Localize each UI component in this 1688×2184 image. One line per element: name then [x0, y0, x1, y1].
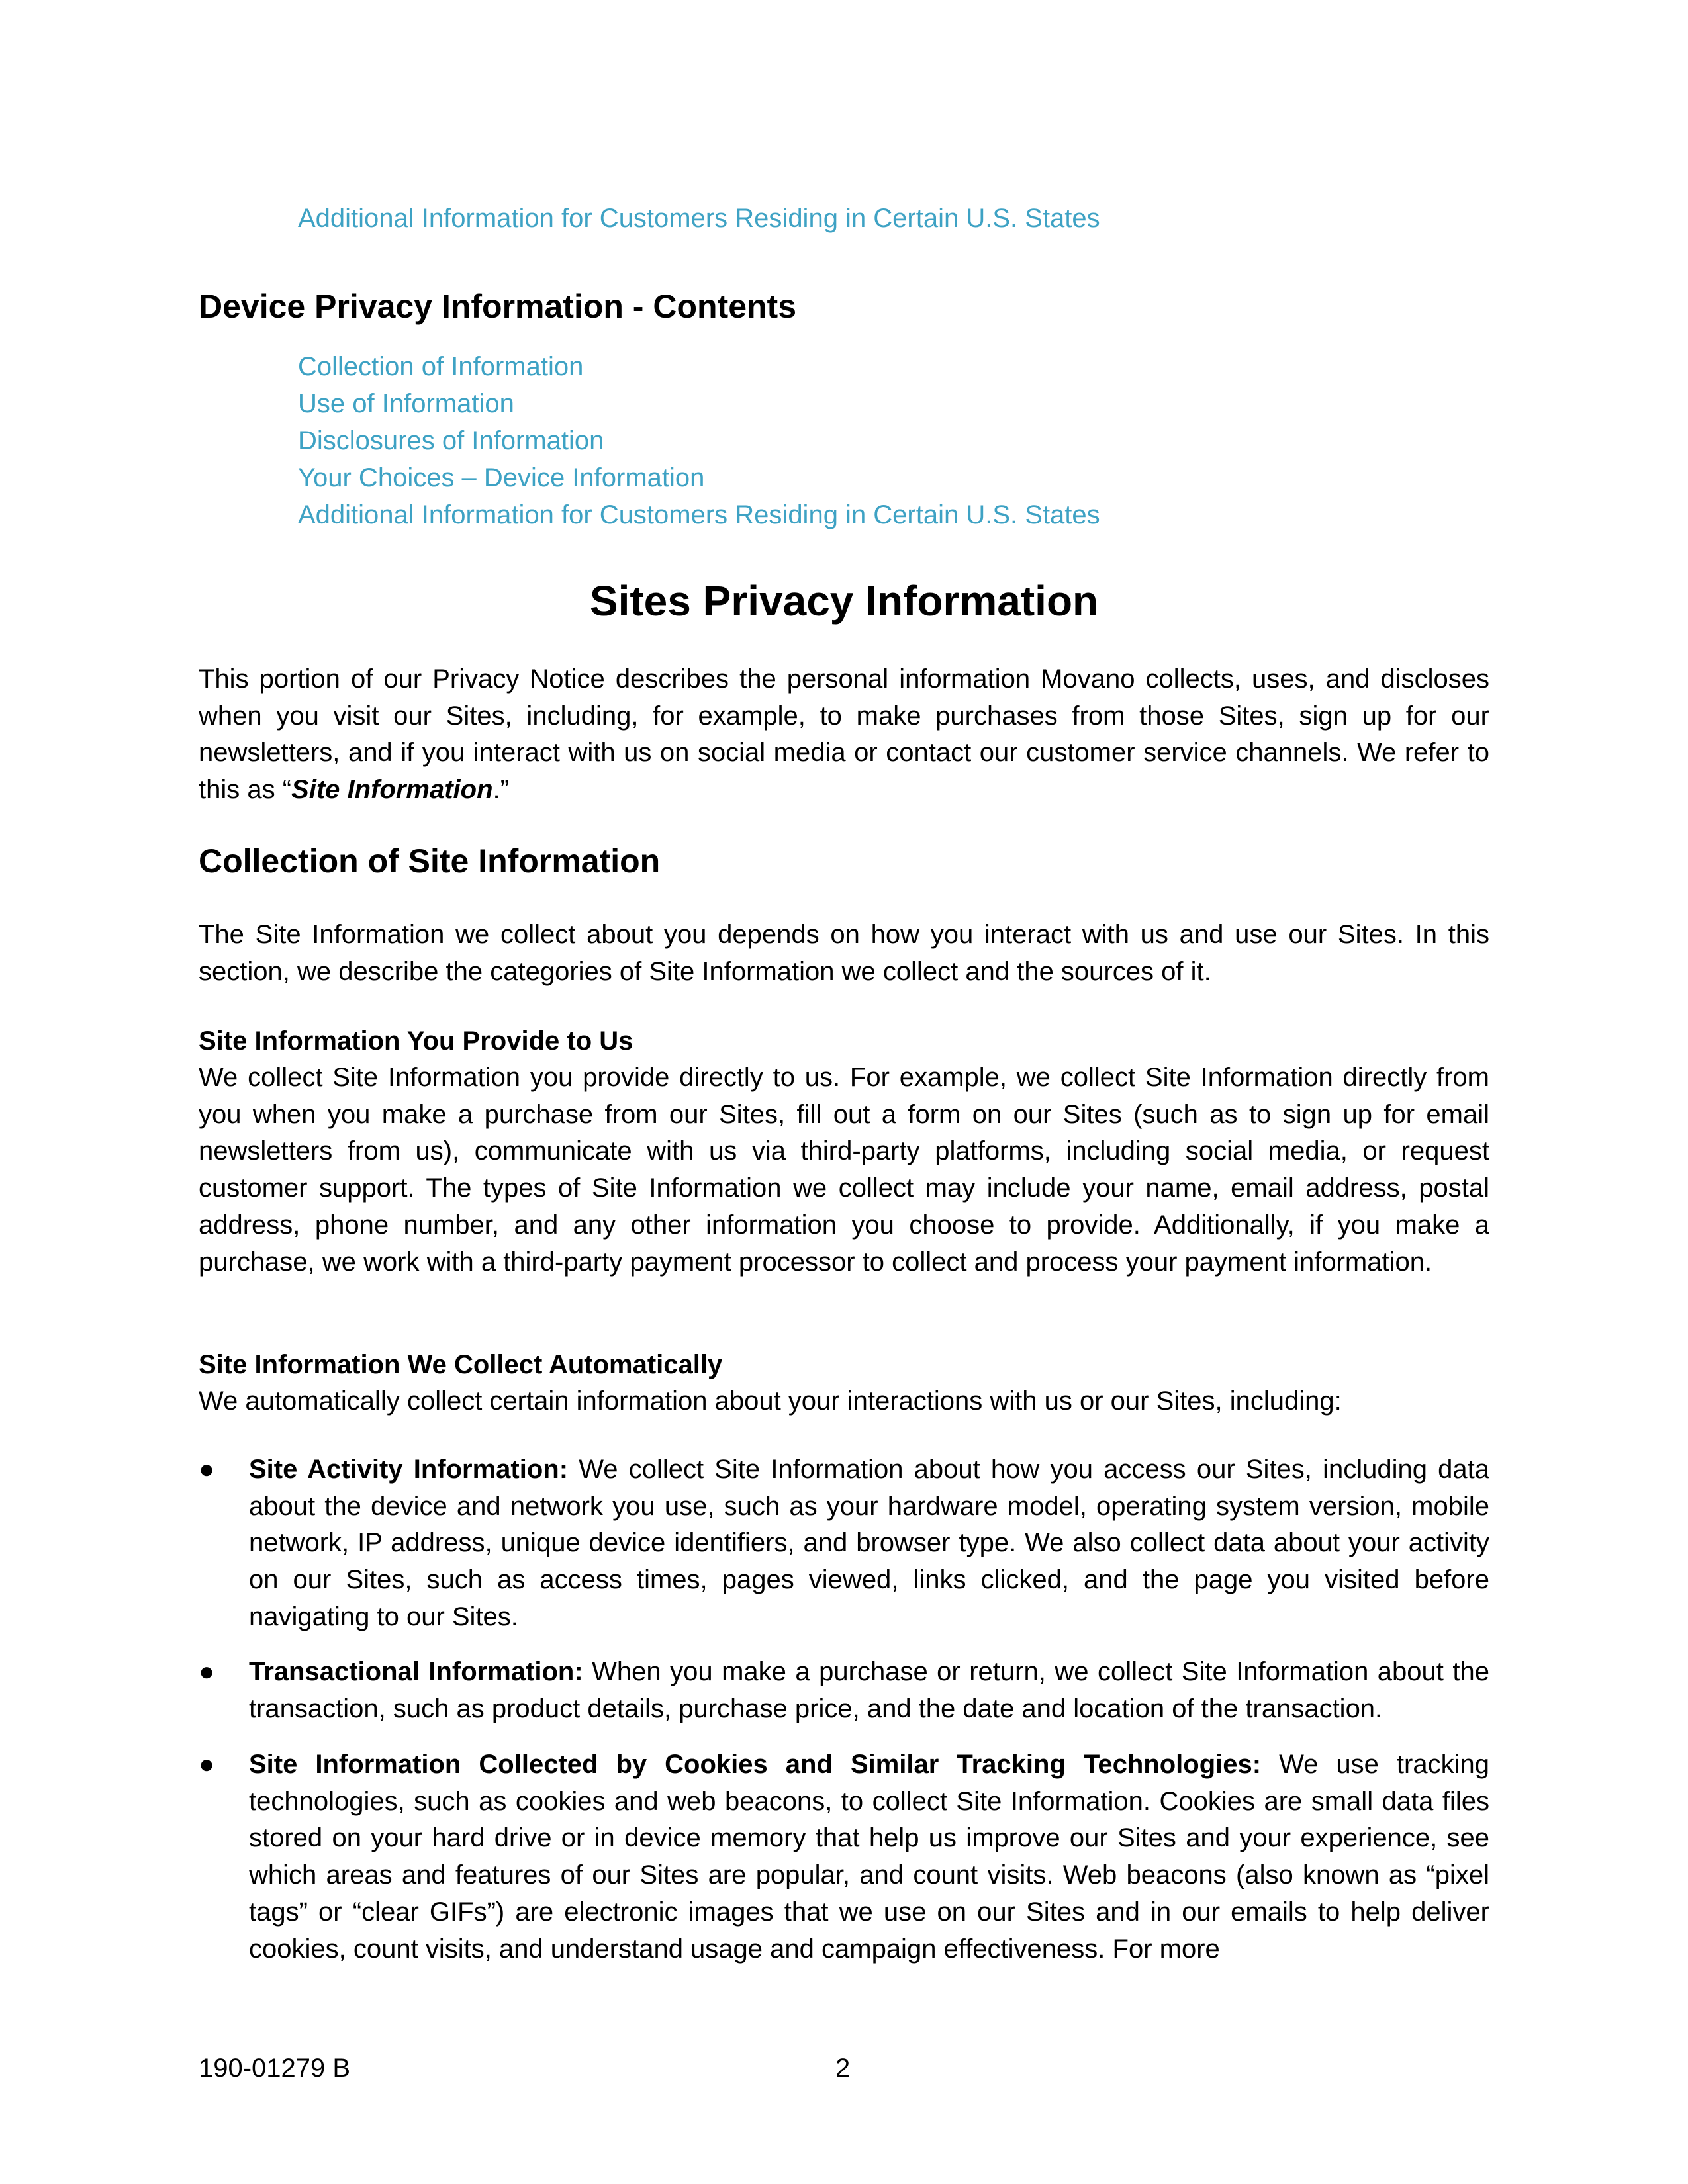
sites-intro-end: .”	[492, 775, 509, 805]
footer-page-number: 2	[835, 2054, 851, 2083]
provide-subheading: Site Information You Provide to Us	[199, 1026, 633, 1056]
toc-link-your-choices[interactable]: Your Choices – Device Information	[298, 463, 705, 492]
toc-link-collection[interactable]: Collection of Information	[298, 352, 584, 381]
bullet-body: When you make a purchase or return, we collect Site Information about the transaction, such as product details, purchase price, and the date and location of the transaction.	[249, 1657, 1489, 1723]
collection-heading: Collection of Site Information	[199, 842, 661, 880]
bullet-cookies-text	[249, 1747, 1489, 1968]
bullet-body: We use tracking technologies, such as cookies and web beacons, to collect Site Information. Cookies are small data files stored on your hard drive or in device memory that help us improve our Sites and your experience, see which areas and features of our Sites are popular, and count visits. Web beacons (also known as “pixel tags” or “clear GIFs”) are electronic images that we use on our Sites and in our emails to help deliver cookies, count visits, and understand usage and campaign effectiveness. For more	[249, 1750, 1489, 1964]
bullet-label: Transactional Information:	[249, 1657, 583, 1686]
sites-intro-paragraph	[199, 661, 1489, 809]
bullet-body: We collect Site Information about how you access our Sites, including data about the device and network you use, such as your hardware model, operating system version, mobile network, IP address, unique device identifiers, and browser type. We also collect data about your activity on our Sites, such as access times, pages viewed, links clicked, and the page you visited before navigating to our Sites.	[249, 1455, 1489, 1631]
bullet-label: Site Information Collected by Cookies and Similar Tracking Technologies:	[249, 1750, 1262, 1779]
footer-doc-number: 190-01279 B	[199, 2054, 351, 2083]
document-page	[199, 0, 1489, 2184]
collection-intro-paragraph: The Site Information we collect about you depends on how you interact with us and use our Sites. In this section, we describe the categories of Site Information we collect and the sources of it.	[199, 920, 1489, 986]
toc-link-use[interactable]: Use of Information	[298, 389, 514, 418]
bullet-dot: ●	[199, 1657, 215, 1686]
sites-privacy-title: Sites Privacy Information	[589, 577, 1099, 625]
sites-intro-text: This portion of our Privacy Notice describes the personal information Movano collects, uses, and discloses when you visit our Sites, including, for example, to make purchases from those Sites, sign up for our newsletters, and if you interact with us on social media or contact our customer service channels. We refer to this as “	[199, 664, 1489, 805]
bullet-transactional-text	[249, 1654, 1489, 1727]
bullet-label: Site Activity Information:	[249, 1455, 569, 1484]
site-information-term: Site Information	[291, 775, 493, 805]
bullet-dot: ●	[199, 1750, 215, 1779]
bullet-dot: ●	[199, 1455, 215, 1484]
auto-paragraph: We automatically collect certain information about your interactions with us or our Sites, including:	[199, 1387, 1342, 1416]
provide-paragraph: We collect Site Information you provide directly to us. For example, we collect Site Information directly from you when you make a purchase from our Sites, fill out a form on our Sites (such as to sign up for email newsletters from us), communicate with us via third-party platforms, including social media, or request customer support. The types of Site Information we collect may include your name, email address, postal address, phone number, and any other information you choose to provide. Additionally, if you make a purchase, we work with a third-party payment processor to collect and process your payment information.	[199, 1063, 1489, 1277]
toc-link-disclosures[interactable]: Disclosures of Information	[298, 426, 604, 455]
device-contents-heading: Device Privacy Information - Contents	[199, 288, 797, 325]
toc-link-device-additional-us-states[interactable]: Additional Information for Customers Residing in Certain U.S. States	[298, 500, 1100, 529]
auto-subheading: Site Information We Collect Automatically	[199, 1350, 723, 1379]
toc-link-additional-us-states[interactable]: Additional Information for Customers Residing in Certain U.S. States	[298, 204, 1100, 233]
bullet-site-activity-text	[249, 1451, 1489, 1636]
